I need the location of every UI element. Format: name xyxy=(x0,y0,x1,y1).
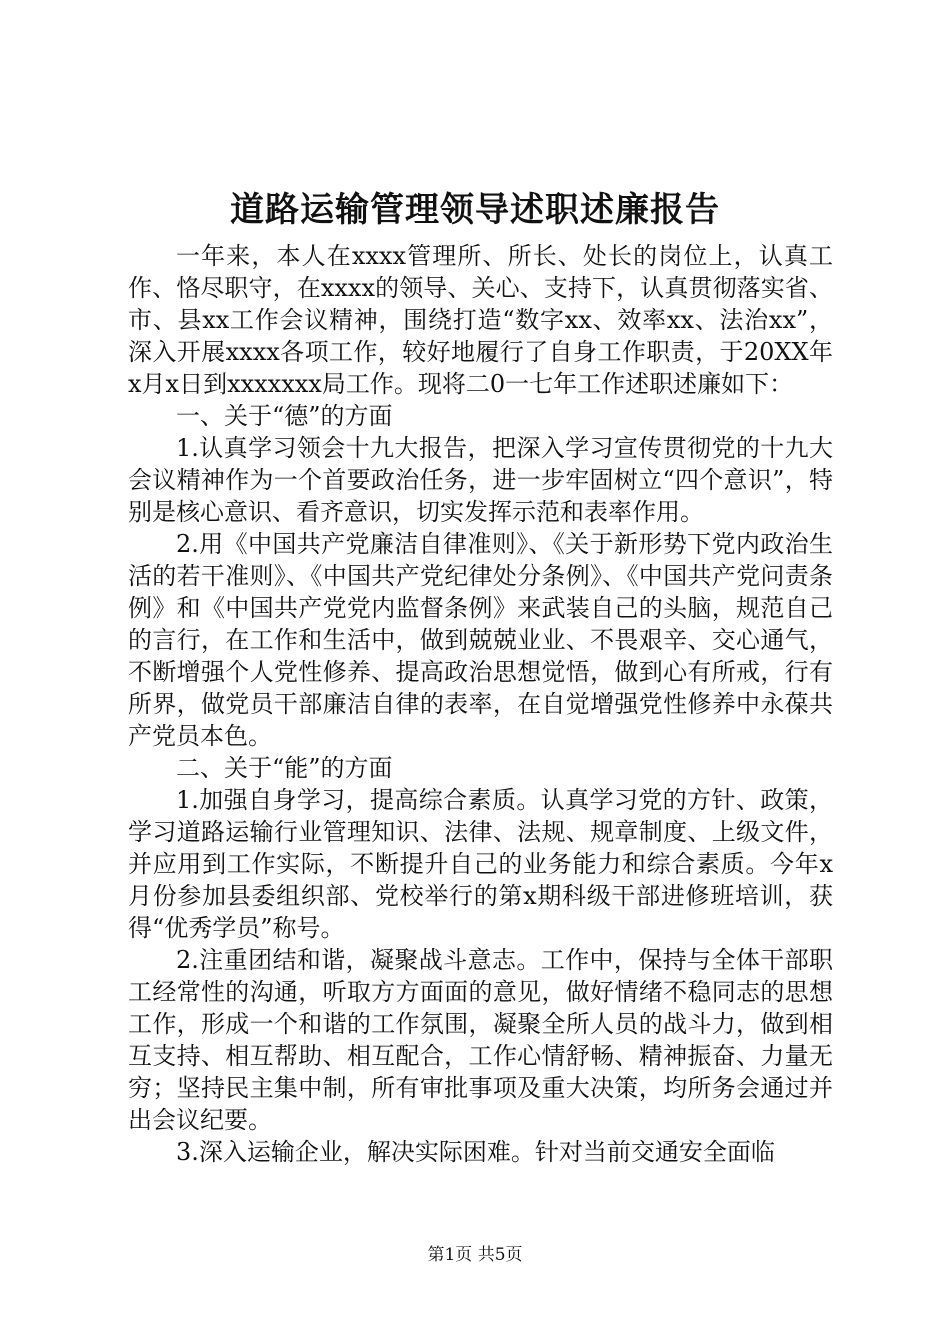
paragraph-de-1: 1.认真学习领会十九大报告，把深入学习宣传贯彻党的十九大会议精神作为一个首要政治任务，进一步牢固树立“四个意识”，特别是核心意识、看齐意识，切实发挥示范和表率作用。 xyxy=(128,434,833,526)
page-number-footer: 第1页 共5页 xyxy=(427,1245,523,1265)
paragraph-neng-2: 2.注重团结和谐，凝聚战斗意志。工作中，保持与全体干部职工经常性的沟通，听取方方面面的意见，做好情绪不稳同志的思想工作，形成一个和谐的工作氛围，凝聚全所人员的战斗力，做到相互支持、相互帮助、相互配合，工作心情舒畅、精神振奋、力量无穷；坚持民主集中制，所有审批事项及重大决策，均所务会通过并出会议纪要。 xyxy=(128,946,833,1134)
section-heading-neng: 二、关于“能”的方面 xyxy=(176,754,393,782)
document-body xyxy=(128,240,833,1168)
paragraph-neng-3: 3.深入运输企业，解决实际困难。针对当前交通安全面临 xyxy=(176,1138,775,1166)
page-title: 道路运输管理领导述职述廉报告 xyxy=(230,190,720,230)
section-heading-de: 一、关于“德”的方面 xyxy=(176,402,393,430)
paragraph-intro: 一年来，本人在xxxx管理所、所长、处长的岗位上，认真工作、恪尽职守，在xxxx的领导、关心、支持下，认真贯彻落实省、市、县xx工作会议精神，围绕打造“数字xx、效率xx、法治xx”，深入开展xxxx各项工作，较好地履行了自身工作职责，于20XX年x月x日到xxxxxxx局工作。现将二0一七年工作述职述廉如下： xyxy=(128,242,833,398)
paragraph-neng-1: 1.加强自身学习，提高综合素质。认真学习党的方针、政策，学习道路运输行业管理知识、法律、法规、规章制度、上级文件，并应用到工作实际，不断提升自己的业务能力和综合素质。今年x月份参加县委组织部、党校举行的第x期科级干部进修班培训，获得“优秀学员”称号。 xyxy=(128,786,833,942)
paragraph-de-2: 2.用《中国共产党廉洁自律准则》、《关于新形势下党内政治生活的若干准则》、《中国共产党纪律处分条例》、《中国共产党问责条例》和《中国共产党党内监督条例》来武装自己的头脑，规范自己的言行，在工作和生活中，做到兢兢业业、不畏艰辛、交心通气，不断增强个人党性修养、提高政治思想觉悟，做到心有所戒，行有所界，做党员干部廉洁自律的表率，在自觉增强党性修养中永葆共产党员本色。 xyxy=(128,530,833,750)
